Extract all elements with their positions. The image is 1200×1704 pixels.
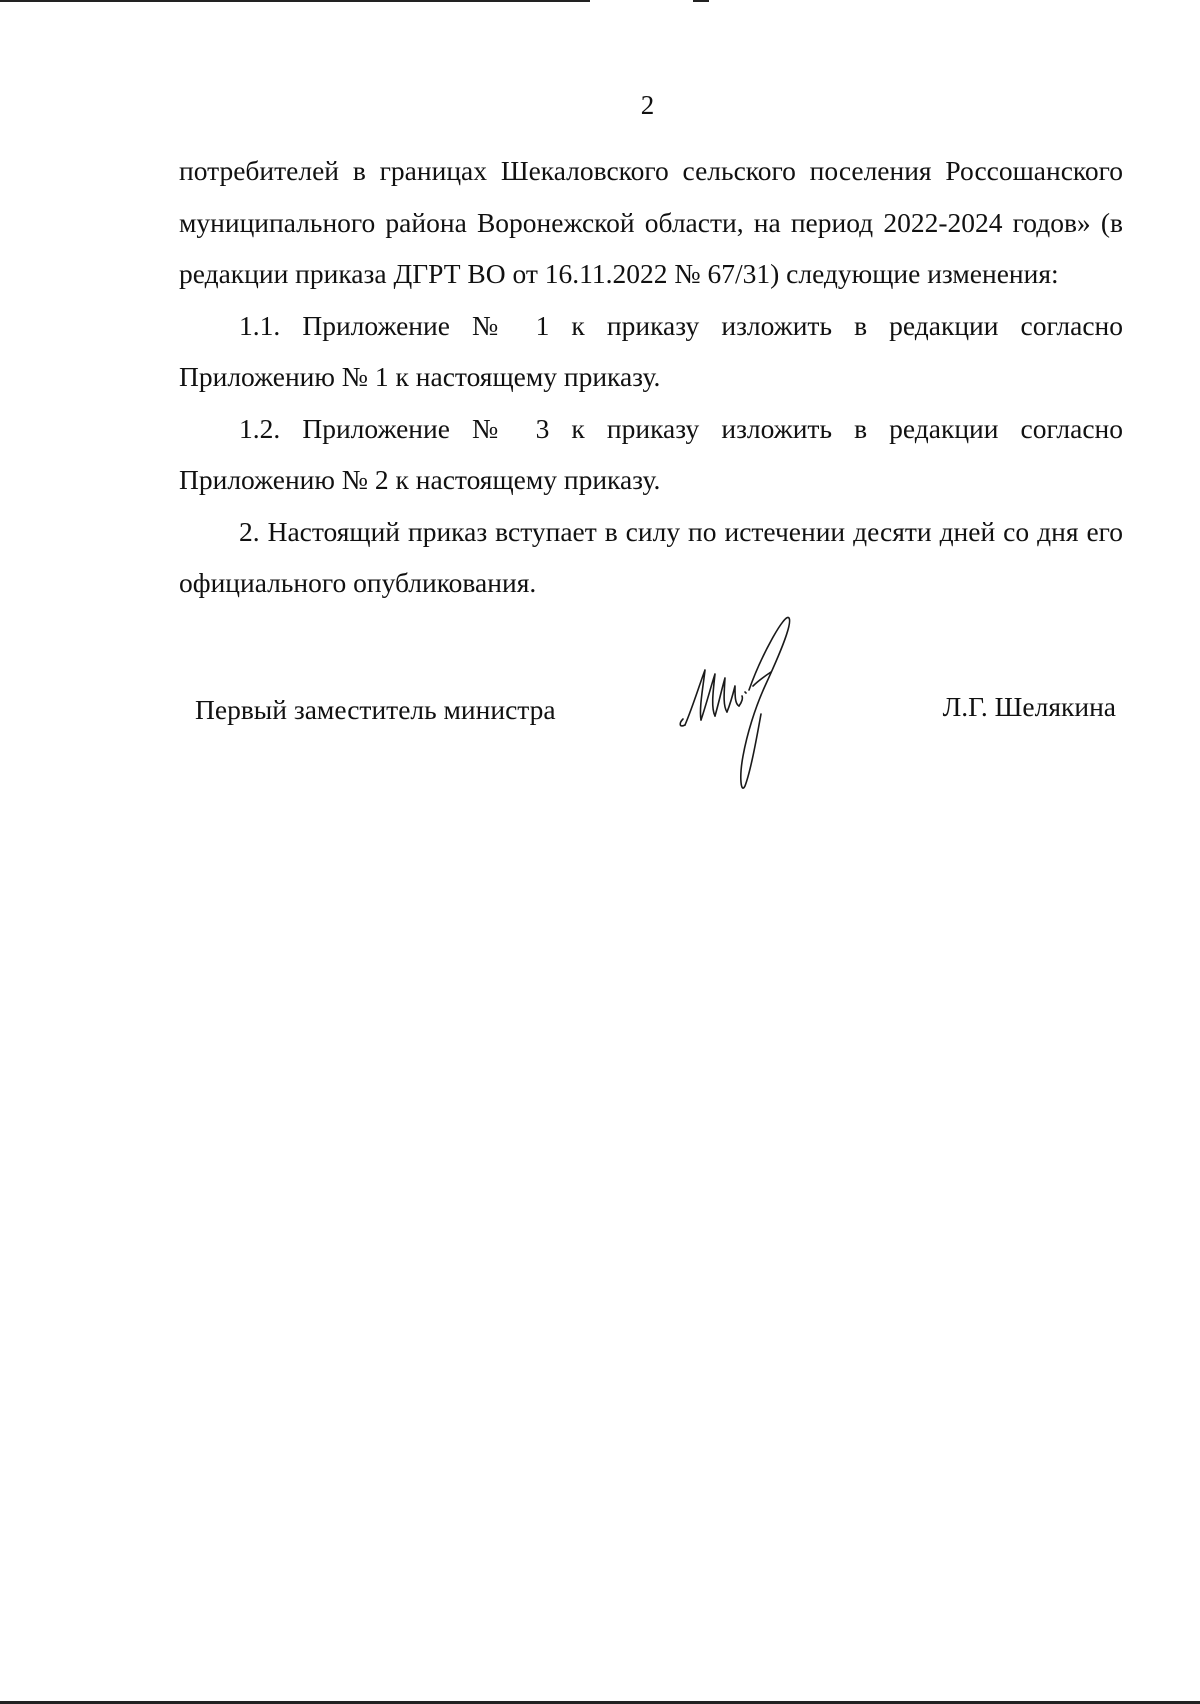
signature-block	[179, 616, 1123, 796]
paragraph-1-2: 1.2. Приложение № 3 к приказу изложить в редакции согласно Приложению № 2 к настоящему приказу.	[179, 412, 1123, 495]
scan-edge-mark	[693, 0, 709, 2]
paragraph-2: 2. Настоящий приказ вступает в силу по истечении десяти дней со дня его официального опубликования.	[179, 515, 1123, 598]
signer-title: Первый заместитель министра	[195, 694, 556, 725]
document-body	[179, 145, 1123, 609]
signer-name: Л.Г. Шелякина	[942, 691, 1116, 722]
page-number: 2	[640, 90, 655, 120]
paragraph-continuation: потребителей в границах Шекаловского сельского поселения Россошанского муниципального района Воронежской области, на период 2022-2024 годов» (в редакции приказа ДГРТ ВО от 16.11.2022 № 67/31) следующие изменения:	[179, 155, 1123, 289]
paragraph-1-1: 1.1. Приложение № 1 к приказу изложить в редакции согласно Приложению № 1 к настоящему приказу.	[179, 309, 1123, 392]
handwritten-signature	[669, 616, 819, 796]
scan-edge-top	[0, 0, 590, 2]
